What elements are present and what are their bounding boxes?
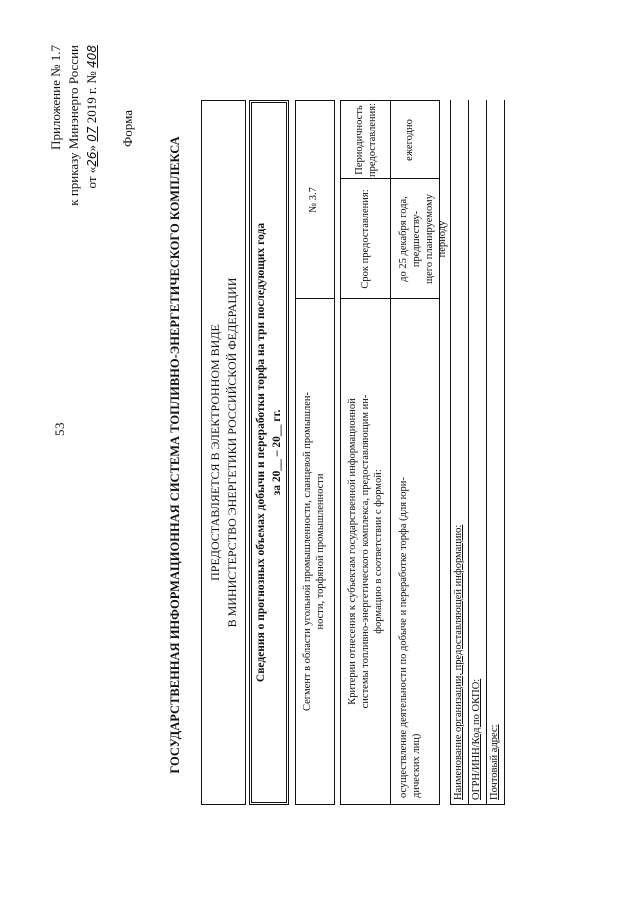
criteria-row-divider: [390, 101, 391, 804]
org-name-field[interactable]: Наименование организации, предоставляющей информацию:: [453, 524, 464, 800]
criteria-header: [346, 299, 385, 804]
date-year: 2019 г. №: [84, 71, 99, 124]
info-fields: [450, 100, 505, 805]
deadline-value-line-1: до 25 декабря года, предшеству-: [398, 196, 422, 282]
criteria-header-line-2: системы топливно-энергетического комплекса, предоставляющим ин-: [360, 394, 371, 709]
criteria-value-line-1: осуществление деятельности по добыче и переработке торфа (для юри-: [398, 477, 409, 798]
segment-label-line-1: Сегмент в области угольной промышленности, сланцевой промышлен-: [302, 392, 313, 711]
criteria-header-line-3: формацию в соответствии с формой:: [373, 469, 384, 634]
deadline-header: Срок предоставления:: [360, 189, 371, 289]
segment-label: [301, 299, 327, 804]
criteria-value-line-2: дических лиц): [411, 733, 422, 798]
date-month-handwritten: 07: [85, 126, 99, 142]
main-title: ГОСУДАРСТВЕННАЯ ИНФОРМАЦИОННАЯ СИСТЕМА ТОПЛИВНО-ЭНЕРГЕТИЧЕСКОГО КОМПЛЕКСА: [168, 136, 182, 774]
appendix-label: Приложение № 1.7: [48, 45, 63, 150]
page-number: 53: [52, 422, 67, 436]
periodicity-value: ежегодно: [404, 119, 415, 161]
postal-address-field[interactable]: Почтовый адрес:: [489, 724, 500, 800]
criteria-table: [340, 100, 448, 805]
segment-code: № 3.7: [308, 187, 319, 213]
submission-line-2: В МИНИСТЕРСТВО ЭНЕРГЕТИКИ РОССИЙСКОЙ ФЕДЕРАЦИИ: [225, 277, 239, 628]
deadline-value: [397, 179, 449, 299]
date-day-handwritten: 26: [85, 151, 99, 167]
criteria-value: [397, 303, 423, 798]
order-number-handwritten: 408: [85, 45, 99, 68]
order-date-line: [84, 45, 100, 189]
submission-line-1: ПРЕДОСТАВЛЯЕТСЯ В ЭЛЕКТРОННОМ ВИДЕ: [208, 324, 222, 581]
segment-box: [295, 100, 335, 805]
date-mid: »: [84, 144, 99, 152]
info-divider-1: [468, 100, 469, 804]
report-title-box: [249, 100, 289, 805]
report-title: Сведения о прогнозных объемах добычи и переработки торфа на три последующих года: [255, 222, 267, 683]
deadline-value-line-2: щего планируемому периоду: [424, 194, 448, 284]
report-period: за 20__ – 20__ гг.: [271, 409, 283, 496]
info-divider-2: [486, 100, 487, 804]
form-label: Форма: [120, 110, 135, 147]
segment-label-line-2: ности, торфяной промышленности: [315, 473, 326, 630]
ogrn-field[interactable]: ОГРН/ИНН/Код по ОКПО:: [471, 678, 482, 800]
criteria-header-line-1: Критерии отнесения к субъектам государственной информационной: [347, 398, 358, 705]
submission-box: [201, 100, 246, 805]
order-line: к приказу Минэнерго России: [66, 45, 81, 206]
date-prefix: от «: [84, 166, 99, 189]
periodicity-header: Периодичность предоставления:: [354, 103, 378, 177]
